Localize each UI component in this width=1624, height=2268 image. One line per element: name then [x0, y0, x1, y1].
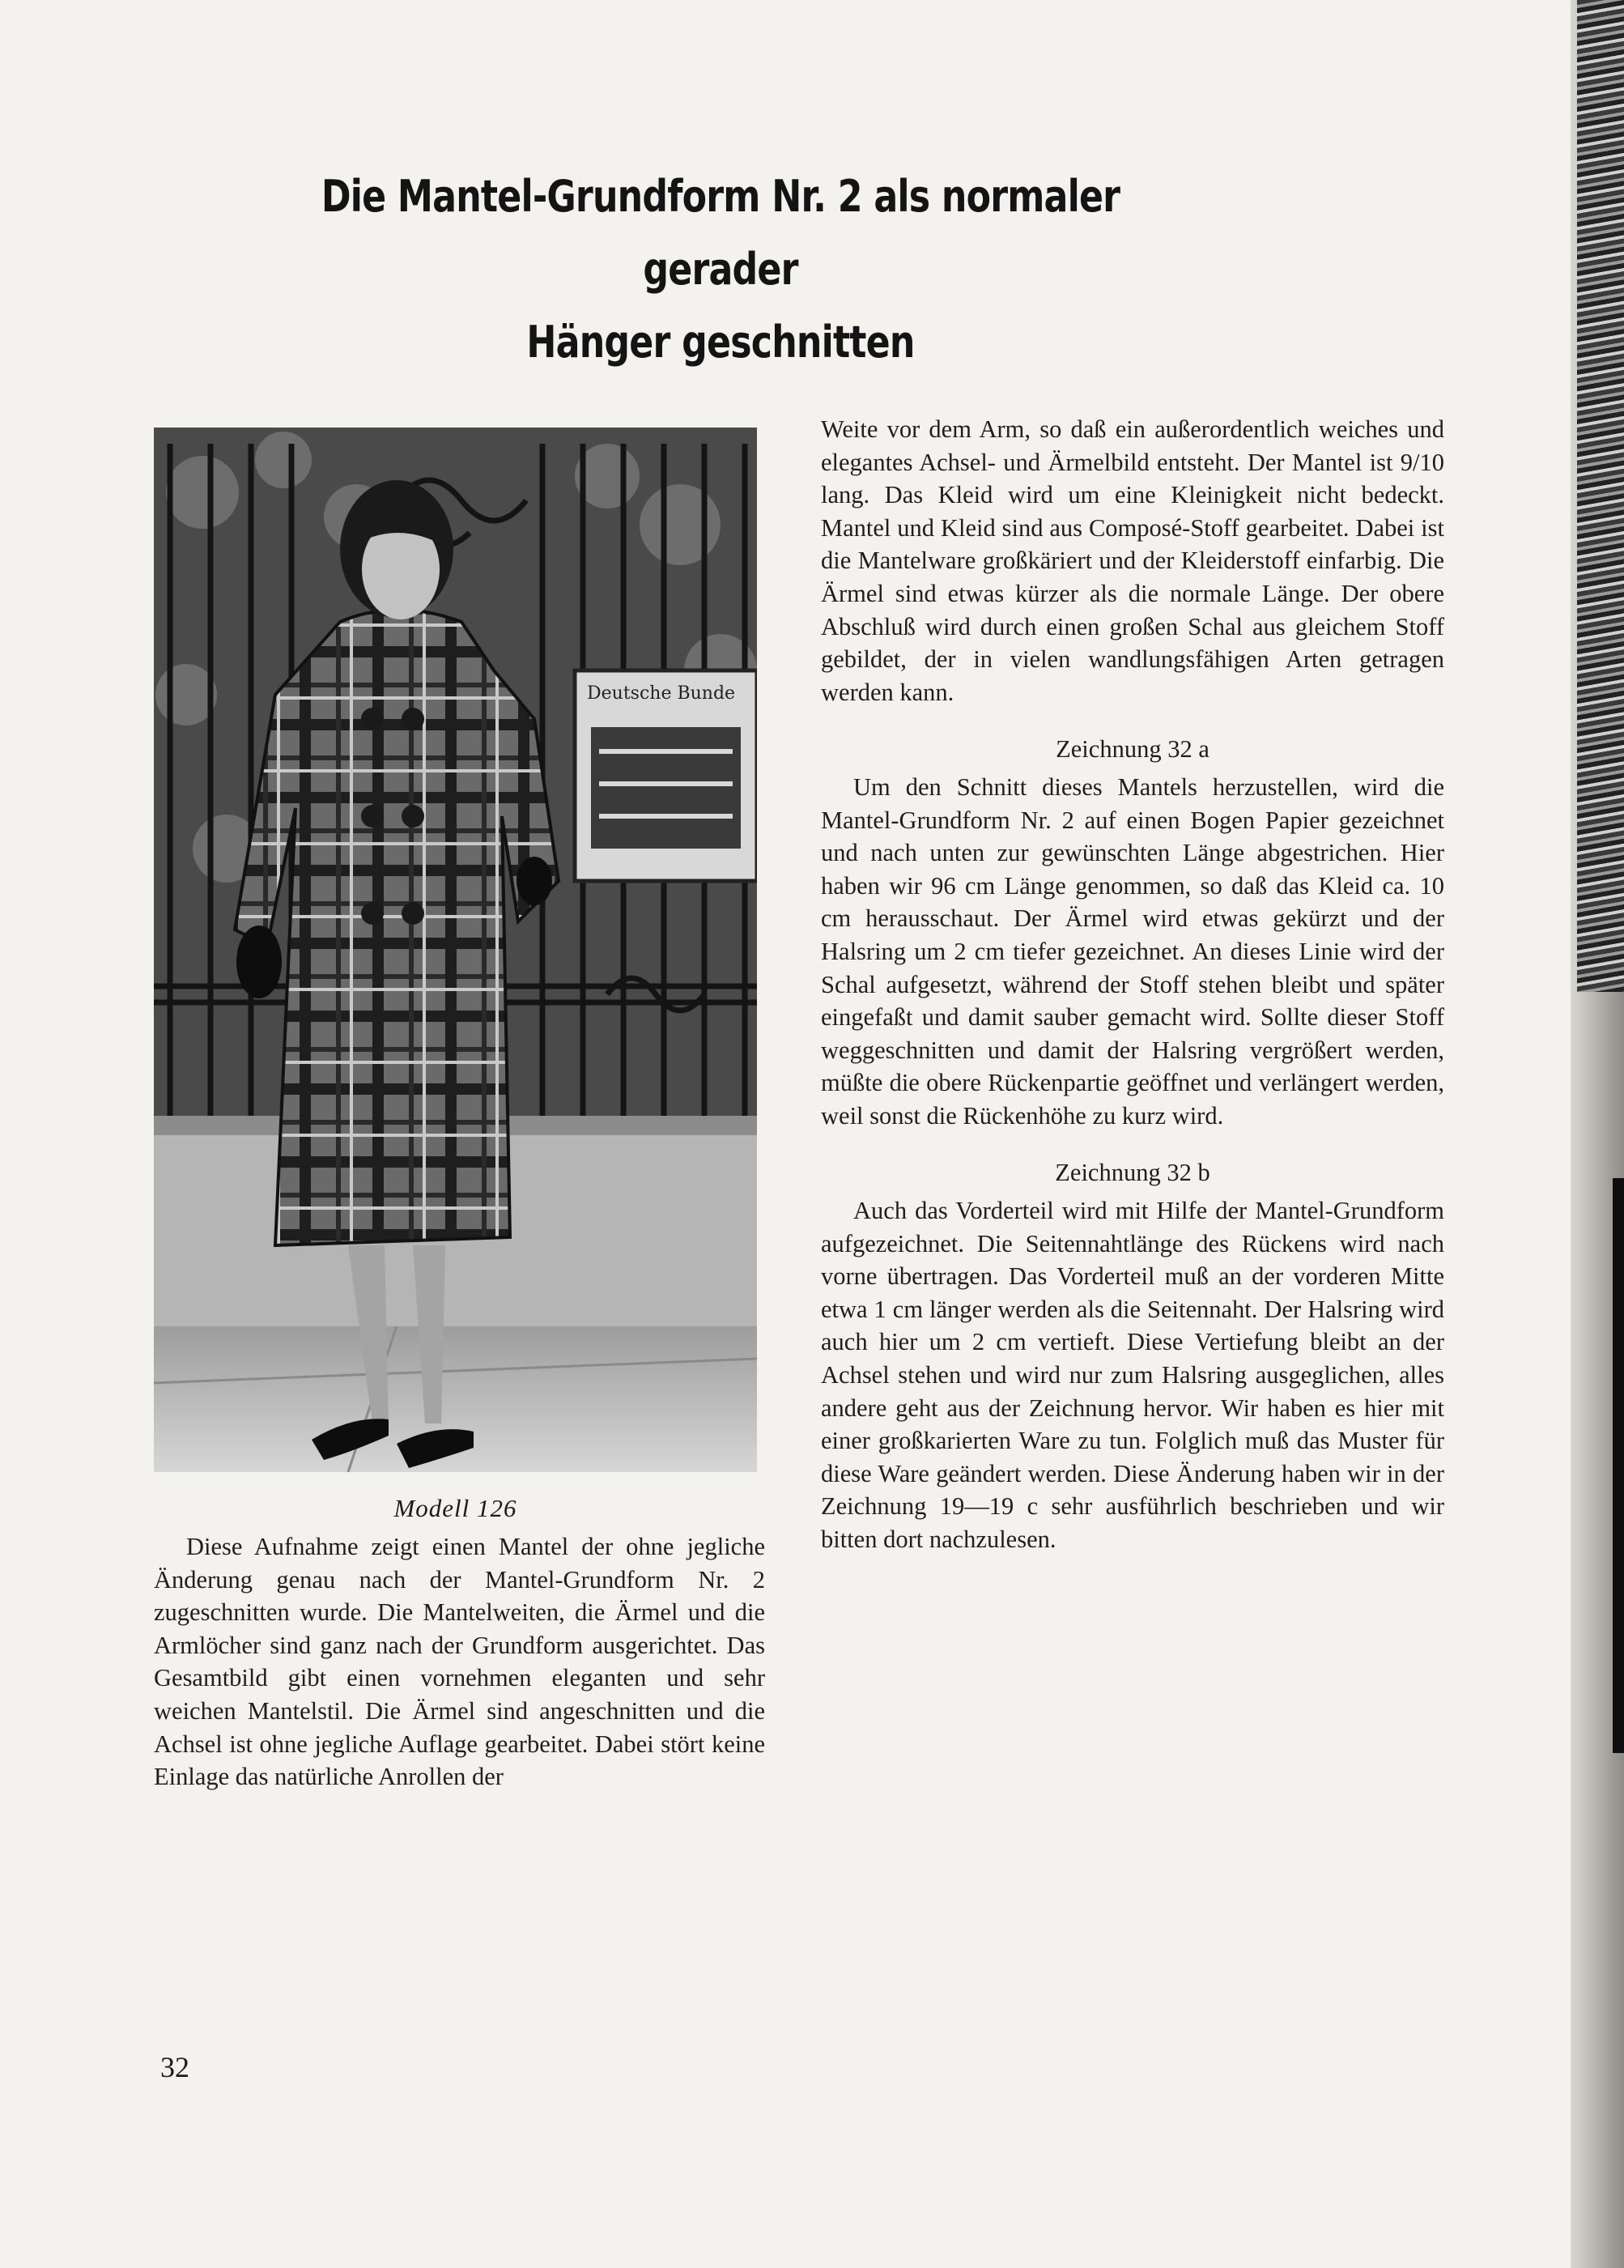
right-text-column — [821, 413, 1444, 1556]
page-title — [262, 160, 1179, 379]
page-title-line-1: Die Mantel-Grundform Nr. 2 als normaler gerader — [321, 171, 1120, 295]
page-title-line-2: Hänger geschnitten — [526, 317, 915, 368]
adjacent-page-dark-edge — [1613, 1178, 1624, 1753]
left-paragraph: Diese Aufnahme zeigt einen Mantel der ohne jegliche Änderung genau nach der Mantel-Grundform Nr. 2 zugeschnitten wurde. Die Mantelweiten, die Ärmel und die Armlöcher sind ganz nach der Grundform ausgerichtet. Das Gesamtbild gibt einen vornehmen eleganten und sehr weichen Mantelstil. Die Ärmel sind angeschnitten und die Achsel ist ohne jegliche Auflage gearbeitet. Dabei stört keine Einlage das natürliche Anrollen der — [154, 1533, 765, 1791]
model-photo-illustration — [154, 428, 757, 1472]
adjacent-page-photo-edge — [1577, 0, 1624, 992]
paragraph-32a: Um den Schnitt dieses Mantels herzustellen, wird die Mantel-Grundform Nr. 2 auf einen Bogen Papier gezeichnet und nach unten zur gewünschten Länge abgestrichen. Hier haben wir 96 cm Länge genommen, so daß das Kleid ca. 10 cm herausschaut. Der Ärmel wird etwas gekürzt und der Halsring um 2 cm tiefer gezeichnet. An dieses Linie wird der Schal aufgesetzt, während der Stoff stehen bleibt und später eingefaßt und damit sauber gemacht wird. Sollte dieser Stoff weggeschnitten und damit der Halsring vergrößert werden, müßte die obere Rückenpartie geöffnet und verlängert werden, weil sonst die Rückenhöhe zu kurz wird. — [821, 772, 1444, 1130]
page-number: 32 — [160, 2051, 189, 2083]
section-heading-32b: Zeichnung 32 b — [1055, 1159, 1210, 1187]
sign-text: Deutsche Bunde — [587, 683, 736, 704]
model-photo — [154, 428, 757, 1472]
photo-caption: Modell 126 — [393, 1494, 517, 1522]
paragraph-32b: Auch das Vorderteil wird mit Hilfe der Mantel-Grundform aufgezeichnet. Die Seitennahtlänge des Rückens wird nach vorne übertragen. Das Vorderteil muß an der vorderen Mitte etwa 1 cm länger werden als die Seitennaht. Der Halsring wird auch hier um 2 cm vertieft. Diese Vertiefung bleibt an der Achsel stehen und wird nur zum Halsring ausgeglichen, alles andere geht aus der Zeichnung hervor. Wir haben es hier mit einer großkarierten Ware zu tun. Folglich muß das Muster für diese Ware geändert werden. Diese Änderung haben wir in der Zeichnung 19—19 c sehr ausführlich beschrieben und wir bitten dort nachzulesen. — [821, 1197, 1444, 1553]
right-intro-paragraph: Weite vor dem Arm, so daß ein außerordentlich weiches und elegantes Achsel- und Ärmelbild entsteht. Der Mantel ist 9/10 lang. Das Kleid wird um eine Kleinigkeit nicht bedeckt. Mantel und Kleid sind aus Composé-Stoff gearbeitet. Dabei ist die Mantelware großkäriert und der Kleiderstoff einfarbig. Die Ärmel sind etwas kürzer als die normale Länge. Der obere Abschluß wird durch einen großen Schal aus gleichem Stoff gebildet, der in vielen wandlungsfähigen Arten getragen werden kann. — [821, 415, 1444, 706]
section-heading-32a: Zeichnung 32 a — [1056, 735, 1209, 764]
left-text-column — [154, 1530, 765, 1794]
